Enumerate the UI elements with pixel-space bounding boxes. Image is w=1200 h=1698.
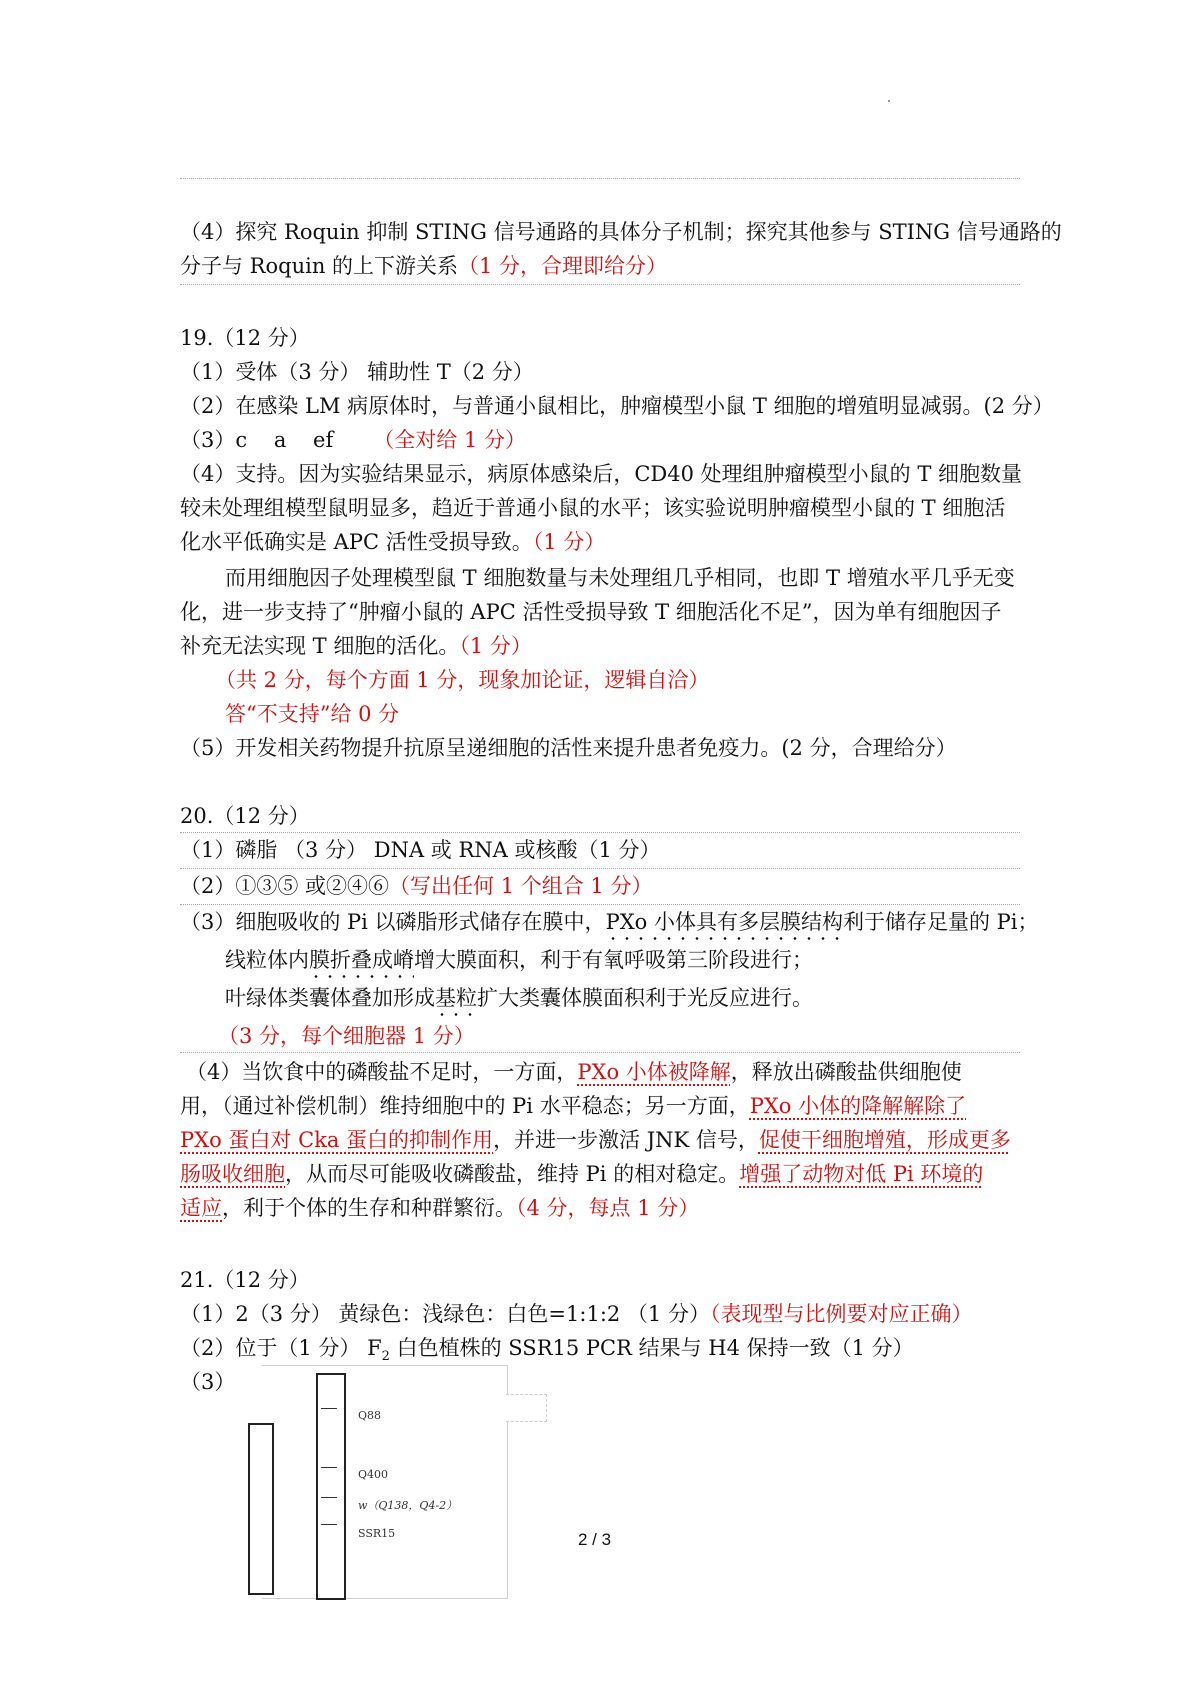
q19-part4-line6 — [180, 630, 1020, 662]
q20-part4-text: ，利于个体的生存和种群繁衍。 — [222, 1196, 516, 1220]
marker-tick-w — [321, 1497, 337, 1498]
q20-part4-key-point: 肠吸收细胞 — [180, 1162, 285, 1186]
q19-header: 19.（12 分） — [180, 326, 310, 350]
q19-part4-line2: 较未处理组模型鼠明显多，趋近于普通小鼠的水平；该实验说明肿瘤模型小鼠的 T 细胞活 — [180, 496, 1006, 520]
q20-part3-line3 — [225, 982, 1065, 1014]
q18-part4-text: 分子与 Roquin 的上下游关系 — [180, 254, 459, 278]
marker-label-ssr15: SSR15 — [358, 1527, 396, 1540]
chromosome-left — [248, 1423, 274, 1595]
marker-label-w: w（Q138，Q4-2） — [358, 1499, 458, 1512]
dotted-separator — [180, 1052, 1020, 1053]
speck-mark — [888, 100, 890, 102]
q19-part4-line3 — [180, 526, 1020, 558]
q20-part3-emphasis: 基粒 — [435, 986, 477, 1010]
q19-part3-score-note: （全对给 1 分） — [373, 428, 527, 452]
q20-part2 — [180, 870, 1020, 902]
q18-part4-line1: （4）探究 Roquin 抑制 STING 信号通路的具体分子机制；探究其他参与 STING 信号通路的 — [180, 220, 1062, 244]
q19-scoring-note-negative: 答“不支持”给 0 分 — [225, 702, 400, 726]
q20-part4-key-point: PXo 小体的降解解除了 — [749, 1094, 967, 1118]
q20-part4-text: ，并进一步激活 JNK 信号， — [493, 1128, 759, 1152]
q18-part4-score-note: （1 分，合理即给分） — [458, 254, 668, 278]
q20-part4-text: 用，（通过补偿机制）维持细胞中的 Pi 水平稳态；另一方面， — [180, 1094, 750, 1118]
q20-part4-key-point: PXo 小体被降解 — [577, 1060, 731, 1084]
q20-part4-line2 — [180, 1090, 1020, 1122]
q20-part3-text: （3）细胞吸收的 Pi 以磷脂形式储存在膜中， — [180, 910, 606, 934]
q19-part2: （2）在感染 LM 病原体时，与普通小鼠相比，肿瘤模型小鼠 T 细胞的增殖明显减弱。(2 分） — [180, 394, 1054, 418]
q21-part2-text: 白色植株的 SSR15 PCR 结果与 H4 保持一致（1 分） — [389, 1336, 914, 1360]
q19-part4-score-note: （1 分） — [532, 530, 606, 554]
q20-part4-key-point: 增强了动物对低 Pi 环境的 — [739, 1162, 984, 1186]
q20-part4-text: （4）当饮食中的磷酸盐不足时，一方面， — [186, 1060, 578, 1084]
q20-part3-text: 扩大类囊体膜面积利于光反应进行。 — [477, 986, 813, 1010]
q20-part4-text: ，释放出磷酸盐供细胞使 — [730, 1060, 962, 1084]
q20-part2-score-note: （写出任何 1 个组合 1 分） — [389, 874, 653, 898]
marker-label-q88: Q88 — [358, 1409, 382, 1422]
q18-part4-line2 — [180, 250, 1020, 282]
q21-part1-score-note: （表现型与比例要对应正确） — [709, 1302, 973, 1326]
dotted-separator — [180, 284, 1020, 285]
q20-part3-emphasis: PXo 小体具有多层膜结构 — [605, 910, 843, 934]
marker-tick-q88 — [321, 1408, 337, 1409]
q20-part3-text: 利于储存足量的 Pi； — [842, 910, 1039, 934]
marker-tick-ssr15 — [321, 1524, 337, 1525]
q20-part3-line1 — [180, 906, 1039, 938]
q20-part2-answer: （2）①③⑤ 或②④⑥ — [180, 874, 390, 898]
q20-part3-emphasis: 膜折叠成嵴 — [309, 948, 414, 972]
q20-part3-text: 线粒体内 — [225, 948, 309, 972]
dotted-separator — [180, 868, 1020, 869]
q20-part3-line2 — [225, 944, 1065, 976]
q21-part2-text: （2）位于（1 分） F — [180, 1336, 382, 1360]
q20-part4-score-note: （4 分，每点 1 分） — [516, 1196, 700, 1220]
q19-part3-answer: （3）c a ef — [180, 428, 374, 452]
q19-part3 — [180, 424, 1020, 456]
q19-part4-line1: （4）支持。因为实验结果显示，病原体感染后，CD40 处理组肿瘤模型小鼠的 T 细胞数量 — [180, 462, 1023, 486]
q20-part3-text: 增大膜面积，利于有氧呼吸第三阶段进行； — [414, 948, 813, 972]
q20-part4-line5 — [180, 1192, 1020, 1224]
q20-part4-line4 — [180, 1158, 1020, 1190]
q21-part1 — [180, 1298, 1020, 1330]
q20-part4-text: ，从而尽可能吸收磷酸盐，维持 Pi 的相对稳定。 — [285, 1162, 740, 1186]
dotted-separator — [180, 832, 1020, 833]
dotted-separator — [180, 904, 1020, 905]
q19-part1: （1）受体（3 分） 辅助性 T（2 分） — [180, 360, 534, 384]
q21-header: 21.（12 分） — [180, 1268, 310, 1292]
q21-part1-answer: （1）2（3 分） 黄绿色：浅绿色：白色=1:1:2 （1 分） — [180, 1302, 710, 1326]
q20-part4-line1 — [186, 1056, 1026, 1088]
q19-scoring-note: （共 2 分，每个方面 1 分，现象加论证，逻辑自洽） — [215, 668, 710, 692]
q19-part4-line5: 化，进一步支持了“肿瘤小鼠的 APC 活性受损导致 T 细胞活化不足”，因为单有细胞因子 — [180, 600, 1002, 624]
q19-part5: （5）开发相关药物提升抗原呈递细胞的活性来提升患者免疫力。(2 分，合理给分） — [180, 736, 957, 760]
page-number: 2 / 3 — [578, 1530, 612, 1549]
q20-part4-key-point: 适应 — [180, 1196, 222, 1220]
dotted-separator — [180, 178, 1020, 179]
q19-part4-text: 补充无法实现 T 细胞的活化。 — [180, 634, 460, 658]
q19-part4-text: 化水平低确实是 APC 活性受损导致。 — [180, 530, 533, 554]
marker-tick-q400 — [321, 1467, 337, 1468]
marker-label-q400: Q400 — [358, 1468, 389, 1481]
q21-part2-subscript: 2 — [381, 1349, 390, 1365]
q21-part3-label: （3） — [180, 1370, 236, 1394]
q19-part4-score-note: （1 分） — [459, 634, 532, 658]
chromosome-diagram-frame — [262, 1365, 508, 1599]
q20-part4-line3 — [180, 1124, 1020, 1156]
q20-part4-key-point: 促使干细胞增殖，形成更多 — [758, 1128, 1011, 1152]
q20-part1: （1）磷脂 （3 分） DNA 或 RNA 或核酸（1 分） — [180, 838, 661, 862]
q20-part3-text: 叶绿体类囊体叠加形成 — [225, 986, 435, 1010]
diagram-frame-notch — [506, 1394, 547, 1422]
q20-part4-key-point: PXo 蛋白对 Cka 蛋白的抑制作用 — [180, 1128, 494, 1152]
q20-header: 20.（12 分） — [180, 804, 310, 828]
q20-part3-score-note: （3 分，每个细胞器 1 分） — [218, 1024, 475, 1048]
q19-part4-line4: 而用细胞因子处理模型鼠 T 细胞数量与未处理组几乎相同，也即 T 增殖水平几乎无变 — [225, 566, 1015, 590]
